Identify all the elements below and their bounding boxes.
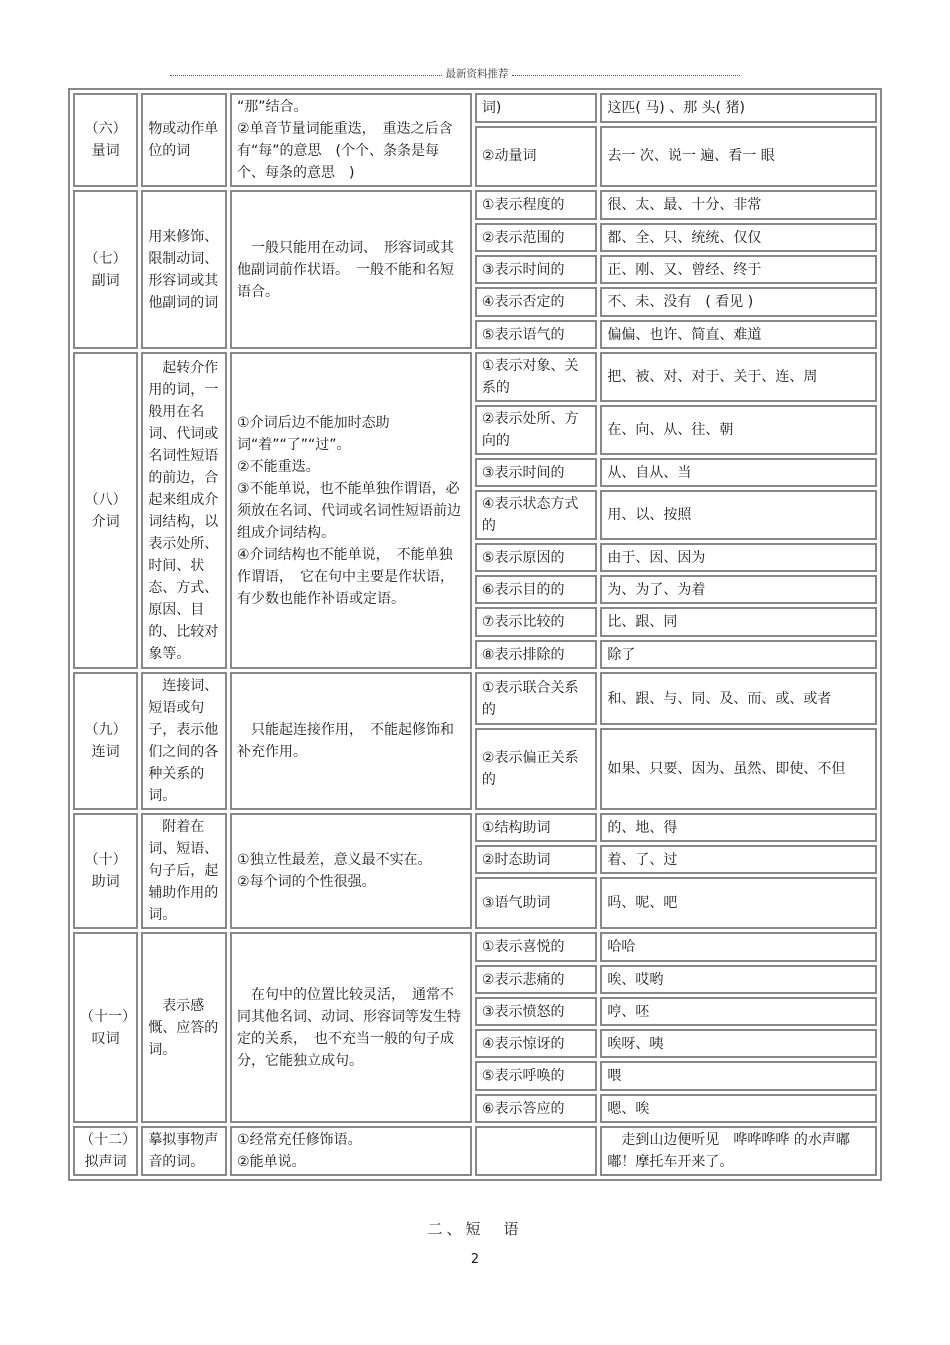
example-cell: 为、为了、为着 xyxy=(600,575,877,604)
subtype-cell xyxy=(475,1126,597,1176)
subtype-cell: ⑥表示目的的 xyxy=(475,575,597,604)
category-number: （八） xyxy=(84,491,127,508)
category-number: （十） xyxy=(84,852,127,868)
category-cell xyxy=(73,813,138,929)
category-number: （六） xyxy=(84,121,127,137)
table-row xyxy=(73,813,877,842)
subtype-cell: ④表示状态方式的 xyxy=(475,490,597,540)
example-cell: 很、太、最、十分、非常 xyxy=(600,190,877,220)
feature-cell: 一般只能用在动词、 形容词或其他副词前作状语。 一般不能和名短语合。 xyxy=(230,190,472,349)
category-number: （七） xyxy=(84,250,127,267)
subtype-cell: ⑤表示语气的 xyxy=(475,320,597,349)
example-cell: 这匹( 马) 、那 头( 猪) xyxy=(600,93,877,123)
subtype-cell: ⑧表示排除的 xyxy=(475,640,597,669)
example-cell: 都、全、只、统统、仅仅 xyxy=(600,223,877,252)
category-name: 介词 xyxy=(91,513,120,530)
text-line: ①独立性最差，意义最不实在。 xyxy=(237,852,432,868)
example-cell: 把、被、对、对于、关于、连、周 xyxy=(600,352,877,402)
category-cell xyxy=(73,352,138,669)
subtype-cell: ③表示时间的 xyxy=(475,255,597,284)
category-cell xyxy=(73,1126,138,1176)
subtype-cell: ①表示对象、关系的 xyxy=(475,352,597,402)
feature-cell: 在句中的位置比较灵活， 通常不同其他名词、动词、形容词等发生特定的关系， 也不充当一般的句子成分，它能独立成句。 xyxy=(230,932,472,1123)
category-name: 量词 xyxy=(91,143,120,159)
subtype-cell: ②表示偏正关系的 xyxy=(475,728,597,810)
table-row xyxy=(73,190,877,220)
example-cell: 唉呀、咦 xyxy=(600,1029,877,1058)
subtype-cell: ①表示联合关系的 xyxy=(475,672,597,725)
part-of-speech-table xyxy=(68,88,882,1181)
page-number: 2 xyxy=(470,1252,480,1267)
example-cell: 去一 次、说一 遍、看一 眼 xyxy=(600,126,877,187)
example-cell: 哼、呸 xyxy=(600,997,877,1026)
subtype-cell: ②表示悲痛的 xyxy=(475,965,597,994)
feature-cell xyxy=(230,93,472,187)
header-dotted-rule-right xyxy=(512,75,740,76)
text-line: ②单音节量词能重迭， 重迭之后含有“每”的意思 (个个、条条是每个、每条的意思 ) xyxy=(237,121,453,181)
table-row xyxy=(73,93,877,123)
subtype-cell: ②动量词 xyxy=(475,126,597,187)
example-cell: 由于、因、因为 xyxy=(600,543,877,572)
category-cell xyxy=(73,672,138,810)
text-line: “那”结合。 xyxy=(237,99,308,115)
text-line: ②不能重迭。 xyxy=(237,458,320,475)
example-cell: 在、向、从、往、朝 xyxy=(600,405,877,455)
example-cell: 比、跟、同 xyxy=(600,607,877,637)
category-cell xyxy=(73,932,138,1123)
header-dotted-rule-left xyxy=(170,75,442,76)
text-line: ①经常充任修饰语。 xyxy=(237,1132,362,1148)
subtype-cell: ⑤表示原因的 xyxy=(475,543,597,572)
example-cell: 吗、呢、吧 xyxy=(600,877,877,929)
example-cell: 和、跟、与、同、及、而、或、或者 xyxy=(600,672,877,725)
feature-cell: 只能起连接作用， 不能起修饰和补充作用。 xyxy=(230,672,472,810)
category-name: 拟声词 xyxy=(84,1154,127,1170)
text-line: ②每个词的个性很强。 xyxy=(237,874,376,890)
example-cell: 嗯、唉 xyxy=(600,1094,877,1123)
definition-cell: 起转介作用的词，一般用在名词、代词或名词性短语的前边，合起来组成介词结构，以表示处所、时间、状态、方式、原因、目的、比较对象等。 xyxy=(141,352,227,669)
example-cell: 偏偏、也许、简直、难道 xyxy=(600,320,877,349)
page-header xyxy=(170,66,740,82)
example-cell: 喂 xyxy=(600,1061,877,1091)
section-title: 二、短 语 xyxy=(427,1220,523,1238)
definition-cell: 附着在词、短语、句子后，起辅助作用的词。 xyxy=(141,813,227,929)
table-row xyxy=(73,672,877,725)
example-cell: 从、自从、当 xyxy=(600,458,877,487)
subtype-cell: ④表示否定的 xyxy=(475,287,597,317)
example-cell: 走到山边便听见 哗哗哗哗 的水声嘟嘟！摩托车开来了。 xyxy=(600,1126,877,1176)
example-cell: 的、地、得 xyxy=(600,813,877,842)
definition-cell: 表示感慨、应答的词。 xyxy=(141,932,227,1123)
category-number: （十一） xyxy=(80,1008,136,1025)
category-name: 助词 xyxy=(91,874,120,890)
subtype-cell: ②表示范围的 xyxy=(475,223,597,252)
subtype-cell: ②表示处所、方向的 xyxy=(475,405,597,455)
table-row xyxy=(73,1126,877,1176)
category-number: （十二） xyxy=(80,1132,136,1148)
feature-cell xyxy=(230,1126,472,1176)
definition-cell: 连接词、短语或句子，表示他们之间的各种关系的词。 xyxy=(141,672,227,810)
example-cell: 正、刚、又、曾经、终于 xyxy=(600,255,877,284)
example-cell: 唉、哎哟 xyxy=(600,965,877,994)
example-cell: 不、未、没有 ( 看见 ) xyxy=(600,287,877,317)
text-line: ③不能单说，也不能单独作谓语，必须放在名词、代词或名词性短语前边组成介词结构。 xyxy=(237,480,462,541)
example-cell: 如果、只要、因为、虽然、即使、不但 xyxy=(600,728,877,810)
definition-cell: 用来修饰、限制动词、形容词或其他副词的词 xyxy=(141,190,227,349)
example-cell: 除了 xyxy=(600,640,877,669)
header-text: 最新资料推荐 xyxy=(445,68,509,80)
subtype-cell: ①表示程度的 xyxy=(475,190,597,220)
subtype-cell: ①结构助词 xyxy=(475,813,597,842)
example-cell: 哈哈 xyxy=(600,932,877,962)
subtype-cell: ③语气助词 xyxy=(475,877,597,929)
text-line: ④介词结构也不能单说， 不能单独作谓语， 它在句中主要是作状语，有少数也能作补语或定语。 xyxy=(237,546,455,607)
text-line: ①介词后边不能加时态助词“着”“了”“过”。 xyxy=(237,414,390,453)
table-row xyxy=(73,932,877,962)
example-cell: 用、以、按照 xyxy=(600,490,877,540)
category-number: （九） xyxy=(84,722,127,738)
subtype-cell: ②时态助词 xyxy=(475,845,597,874)
subtype-cell: ⑤表示呼唤的 xyxy=(475,1061,597,1091)
category-name: 副词 xyxy=(91,272,120,289)
category-cell xyxy=(73,190,138,349)
subtype-cell: ③表示愤怒的 xyxy=(475,997,597,1026)
feature-cell xyxy=(230,813,472,929)
definition-cell: 物或动作单位的词 xyxy=(141,93,227,187)
subtype-cell: ①表示喜悦的 xyxy=(475,932,597,962)
feature-cell xyxy=(230,352,472,669)
category-cell xyxy=(73,93,138,187)
subtype-cell: 词) xyxy=(475,93,597,123)
subtype-cell: ④表示惊讶的 xyxy=(475,1029,597,1058)
text-line: ②能单说。 xyxy=(237,1154,306,1170)
category-name: 叹词 xyxy=(91,1030,120,1047)
subtype-cell: ③表示时间的 xyxy=(475,458,597,487)
category-name: 连词 xyxy=(91,744,120,760)
table-row xyxy=(73,352,877,402)
subtype-cell: ⑥表示答应的 xyxy=(475,1094,597,1123)
example-cell: 着、了、过 xyxy=(600,845,877,874)
subtype-cell: ⑦表示比较的 xyxy=(475,607,597,637)
definition-cell: 摹拟事物声音的词。 xyxy=(141,1126,227,1176)
